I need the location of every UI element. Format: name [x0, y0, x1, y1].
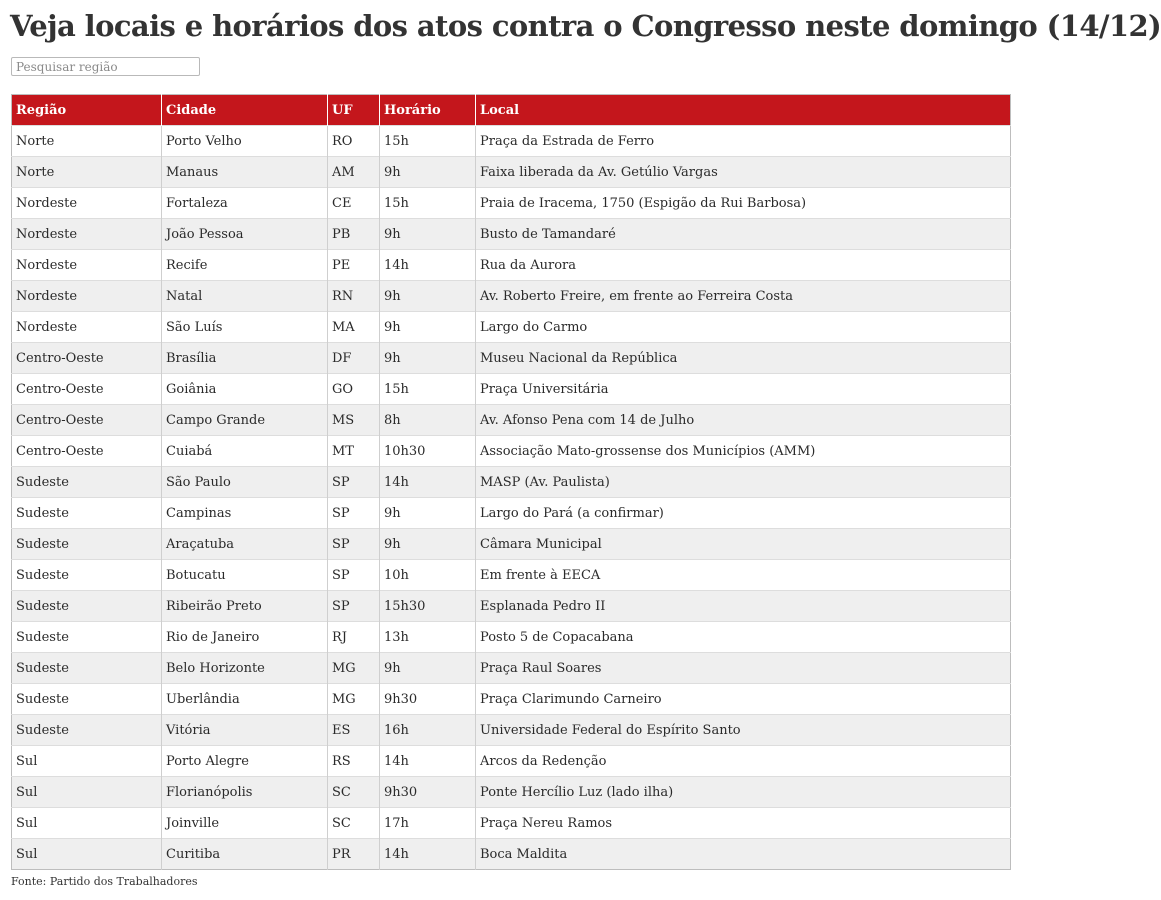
cell-horario: 9h30 — [380, 777, 476, 808]
events-table — [11, 94, 1011, 870]
cell-local: Câmara Municipal — [476, 529, 1011, 560]
cell-uf: SC — [328, 777, 380, 808]
cell-uf: SC — [328, 808, 380, 839]
cell-local: Em frente à EECA — [476, 560, 1011, 591]
cell-local: Praça da Estrada de Ferro — [476, 126, 1011, 157]
cell-local: MASP (Av. Paulista) — [476, 467, 1011, 498]
cell-uf: CE — [328, 188, 380, 219]
cell-local: Praça Nereu Ramos — [476, 808, 1011, 839]
table-row — [12, 219, 1011, 250]
cell-regiao: Sudeste — [12, 467, 162, 498]
table-row — [12, 188, 1011, 219]
cell-uf: SP — [328, 591, 380, 622]
table-row — [12, 529, 1011, 560]
cell-horario: 17h — [380, 808, 476, 839]
table-row — [12, 157, 1011, 188]
cell-local: Praia de Iracema, 1750 (Espigão da Rui Barbosa) — [476, 188, 1011, 219]
cell-horario: 10h30 — [380, 436, 476, 467]
cell-uf: MT — [328, 436, 380, 467]
cell-uf: DF — [328, 343, 380, 374]
cell-uf: SP — [328, 467, 380, 498]
cell-uf: SP — [328, 560, 380, 591]
cell-cidade: Cuiabá — [162, 436, 328, 467]
cell-local: Praça Raul Soares — [476, 653, 1011, 684]
cell-regiao: Sudeste — [12, 684, 162, 715]
cell-regiao: Sudeste — [12, 653, 162, 684]
cell-cidade: Ribeirão Preto — [162, 591, 328, 622]
cell-cidade: Campinas — [162, 498, 328, 529]
table-row — [12, 467, 1011, 498]
cell-regiao: Nordeste — [12, 188, 162, 219]
column-header-uf[interactable]: UF — [328, 95, 380, 126]
cell-horario: 9h — [380, 157, 476, 188]
cell-horario: 14h — [380, 839, 476, 870]
table-row — [12, 653, 1011, 684]
cell-cidade: Joinville — [162, 808, 328, 839]
cell-cidade: Natal — [162, 281, 328, 312]
cell-regiao: Nordeste — [12, 219, 162, 250]
cell-regiao: Sudeste — [12, 529, 162, 560]
cell-horario: 10h — [380, 560, 476, 591]
cell-horario: 9h — [380, 529, 476, 560]
cell-regiao: Nordeste — [12, 250, 162, 281]
table-body — [12, 126, 1011, 870]
cell-regiao: Sudeste — [12, 591, 162, 622]
page-title: Veja locais e horários dos atos contra o Congresso neste domingo (14/12) — [10, 9, 1161, 43]
column-header-regiao[interactable]: Região — [12, 95, 162, 126]
table-row — [12, 839, 1011, 870]
cell-local: Largo do Pará (a confirmar) — [476, 498, 1011, 529]
column-header-local[interactable]: Local — [476, 95, 1011, 126]
cell-cidade: Botucatu — [162, 560, 328, 591]
cell-uf: GO — [328, 374, 380, 405]
cell-horario: 14h — [380, 467, 476, 498]
table-row — [12, 312, 1011, 343]
source-note: Fonte: Partido dos Trabalhadores — [11, 875, 198, 888]
cell-uf: ES — [328, 715, 380, 746]
cell-local: Esplanada Pedro II — [476, 591, 1011, 622]
cell-regiao: Sul — [12, 808, 162, 839]
cell-cidade: Porto Velho — [162, 126, 328, 157]
cell-cidade: Curitiba — [162, 839, 328, 870]
cell-local: Av. Afonso Pena com 14 de Julho — [476, 405, 1011, 436]
cell-uf: MG — [328, 653, 380, 684]
cell-cidade: Araçatuba — [162, 529, 328, 560]
cell-uf: PR — [328, 839, 380, 870]
cell-cidade: Brasília — [162, 343, 328, 374]
cell-cidade: São Paulo — [162, 467, 328, 498]
table-header-row — [12, 95, 1011, 126]
cell-cidade: Porto Alegre — [162, 746, 328, 777]
cell-uf: RO — [328, 126, 380, 157]
cell-local: Universidade Federal do Espírito Santo — [476, 715, 1011, 746]
table-row — [12, 715, 1011, 746]
cell-local: Associação Mato-grossense dos Municípios (AMM) — [476, 436, 1011, 467]
cell-regiao: Centro-Oeste — [12, 436, 162, 467]
cell-cidade: Recife — [162, 250, 328, 281]
cell-uf: MA — [328, 312, 380, 343]
table-row — [12, 405, 1011, 436]
cell-horario: 15h — [380, 188, 476, 219]
search-input[interactable] — [11, 57, 200, 76]
cell-local: Museu Nacional da República — [476, 343, 1011, 374]
cell-local: Boca Maldita — [476, 839, 1011, 870]
cell-local: Arcos da Redenção — [476, 746, 1011, 777]
cell-cidade: Vitória — [162, 715, 328, 746]
table-row — [12, 374, 1011, 405]
cell-regiao: Sul — [12, 777, 162, 808]
cell-regiao: Sudeste — [12, 498, 162, 529]
cell-horario: 9h — [380, 498, 476, 529]
cell-horario: 9h — [380, 312, 476, 343]
table-row — [12, 281, 1011, 312]
cell-horario: 9h — [380, 653, 476, 684]
cell-horario: 9h — [380, 281, 476, 312]
cell-cidade: Campo Grande — [162, 405, 328, 436]
cell-horario: 9h — [380, 219, 476, 250]
cell-cidade: Rio de Janeiro — [162, 622, 328, 653]
cell-regiao: Centro-Oeste — [12, 405, 162, 436]
cell-uf: SP — [328, 529, 380, 560]
cell-local: Largo do Carmo — [476, 312, 1011, 343]
cell-local: Praça Universitária — [476, 374, 1011, 405]
cell-horario: 15h — [380, 126, 476, 157]
table-row — [12, 560, 1011, 591]
cell-local: Praça Clarimundo Carneiro — [476, 684, 1011, 715]
cell-local: Ponte Hercílio Luz (lado ilha) — [476, 777, 1011, 808]
cell-horario: 15h30 — [380, 591, 476, 622]
table-row — [12, 498, 1011, 529]
cell-regiao: Centro-Oeste — [12, 343, 162, 374]
cell-cidade: Belo Horizonte — [162, 653, 328, 684]
cell-regiao: Sudeste — [12, 715, 162, 746]
cell-regiao: Nordeste — [12, 281, 162, 312]
cell-horario: 16h — [380, 715, 476, 746]
cell-local: Posto 5 de Copacabana — [476, 622, 1011, 653]
cell-uf: PE — [328, 250, 380, 281]
cell-horario: 13h — [380, 622, 476, 653]
table-row — [12, 746, 1011, 777]
cell-uf: RN — [328, 281, 380, 312]
cell-uf: PB — [328, 219, 380, 250]
cell-local: Rua da Aurora — [476, 250, 1011, 281]
cell-regiao: Centro-Oeste — [12, 374, 162, 405]
cell-horario: 15h — [380, 374, 476, 405]
cell-horario: 9h30 — [380, 684, 476, 715]
table-row — [12, 436, 1011, 467]
cell-horario: 14h — [380, 250, 476, 281]
column-header-cidade[interactable]: Cidade — [162, 95, 328, 126]
table-row — [12, 250, 1011, 281]
cell-local: Busto de Tamandaré — [476, 219, 1011, 250]
cell-uf: AM — [328, 157, 380, 188]
cell-cidade: Uberlândia — [162, 684, 328, 715]
cell-cidade: João Pessoa — [162, 219, 328, 250]
cell-regiao: Norte — [12, 157, 162, 188]
table-row — [12, 126, 1011, 157]
cell-local: Faixa liberada da Av. Getúlio Vargas — [476, 157, 1011, 188]
table-row — [12, 622, 1011, 653]
cell-cidade: Goiânia — [162, 374, 328, 405]
cell-cidade: Florianópolis — [162, 777, 328, 808]
cell-regiao: Sul — [12, 746, 162, 777]
cell-regiao: Nordeste — [12, 312, 162, 343]
table-row — [12, 343, 1011, 374]
cell-cidade: Fortaleza — [162, 188, 328, 219]
table-row — [12, 591, 1011, 622]
cell-horario: 14h — [380, 746, 476, 777]
cell-regiao: Sudeste — [12, 622, 162, 653]
table-row — [12, 777, 1011, 808]
cell-uf: MS — [328, 405, 380, 436]
cell-uf: MG — [328, 684, 380, 715]
cell-cidade: São Luís — [162, 312, 328, 343]
cell-cidade: Manaus — [162, 157, 328, 188]
cell-regiao: Sudeste — [12, 560, 162, 591]
table-row — [12, 684, 1011, 715]
cell-horario: 9h — [380, 343, 476, 374]
cell-uf: RJ — [328, 622, 380, 653]
table-row — [12, 808, 1011, 839]
column-header-horario[interactable]: Horário — [380, 95, 476, 126]
cell-horario: 8h — [380, 405, 476, 436]
cell-regiao: Norte — [12, 126, 162, 157]
cell-uf: RS — [328, 746, 380, 777]
cell-local: Av. Roberto Freire, em frente ao Ferreira Costa — [476, 281, 1011, 312]
cell-uf: SP — [328, 498, 380, 529]
cell-regiao: Sul — [12, 839, 162, 870]
